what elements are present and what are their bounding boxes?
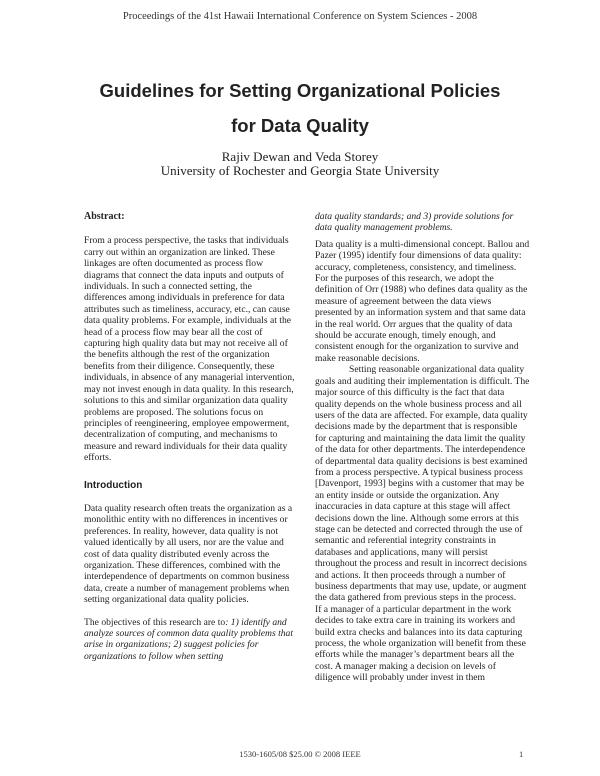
conference-header: Proceedings of the 41st Hawaii International Conference on System Sciences - 2008 <box>122 11 478 22</box>
copyright-footer: 1530-1605/08 $25.00 © 2008 IEEE <box>239 749 361 759</box>
abstract-text: From a process perspective, the tasks that individuals carry out within an organization are linked. These linkages are often documented as process flow diagrams that connect the data inputs and outputs of individuals. In such a connected setting, the differences among individuals in preference for data attributes such as timeliness, accuracy, etc., can cause data quality problems. For example, individuals at the head of a process flow may bear all the cost of capturing high quality data but may not receive all of the benefits although the rest of the organization benefits from their diligence. Consequently, these individuals, in absence of any managerial intervention, may not invest enough in data quality. In this research, solutions to this and similar organization data quality problems are proposed. The solutions focus on principles of reengineering, employee empowerment, decentralization of computing, and mechanisms to measure and reward individuals for their data quality efforts. <box>84 235 295 464</box>
objectives-continuation: data quality standards; and 3) provide solutions for data quality management problems. <box>315 211 514 234</box>
objectives-lead: The objectives of this research are to <box>84 616 226 628</box>
objectives-list: : 1) identify and analyze sources of common data quality problems that arise in organizations; 2) suggest policies for organizations to follow when setting <box>84 616 293 662</box>
page-number: 1 <box>519 749 524 759</box>
paper-title-line-2: for Data Quality <box>231 115 369 136</box>
right-column <box>315 211 530 684</box>
affiliations: University of Rochester and Georgia State University <box>160 163 440 178</box>
introduction-paragraph-1: Data quality research often treats the organization as a monolithic entity with no differences in incentives or preferences. In reality, however, data quality is not valued identically by all users, nor are the value and cost of data quality distributed evenly across the organization. These differences, combined with the interdependence of departments on common business data, create a number of management problems when setting organizational data quality policies. <box>84 502 293 606</box>
introduction-heading: Introduction <box>84 479 143 491</box>
paper-title-line-1: Guidelines for Setting Organizational Policies <box>99 80 501 101</box>
introduction-paragraph-2 <box>84 617 296 663</box>
body-paragraph-2: Setting reasonable organizational data quality goals and auditing their implementation is difficult. The major source of this difficulty is the fact that data quality depends on the whole business process and all users of the data are affected. For example, data quality decisions made by the department that is responsible for capturing and maintaining the data limit the quality of the data for other departments. The interdependence of departmental data quality decisions is best examined from a process perspective. A typical business process [Davenport, 1993] begins with a customer that may be an entity inside or outside the organization. Any inaccuracies in data capture at this stage will affect decisions down the line. Although some errors at this stage can be detected and corrected through the use of semantic and referential integrity constraints in databases and applications, many will persist throughout the process and result in incorrect decisions and actions. It then proceeds through a number of business departments that may use, update, or augment the data gathered from previous steps in the process. <box>315 364 530 604</box>
body-paragraph-1: Data quality is a multi-dimensional concept. Ballou and Pazer (1995) identify four dimensions of data quality: accuracy, completeness, consistency, and timeliness. For the purposes of this research, we adopt the definition of Orr (1988) who defines data quality as the measure of agreement between the data views presented by an information system and that same data in the real world. Orr argues that the quality of data should be accurate enough, timely enough, and consistent enough for the organization to survive and make reasonable decisions. <box>315 238 530 364</box>
body-paragraph-3: If a manager of a particular department in the work decides to take extra care in training its workers and build extra checks and balances into its data capturing process, the whole organization will benefit from these efforts while the manager’s department bears all the cost. A manager making a decision on levels of diligence will probably under invest in them <box>315 603 526 684</box>
abstract-heading: Abstract: <box>84 211 125 222</box>
authors: Rajiv Dewan and Veda Storey <box>221 149 379 164</box>
left-column <box>84 211 296 662</box>
